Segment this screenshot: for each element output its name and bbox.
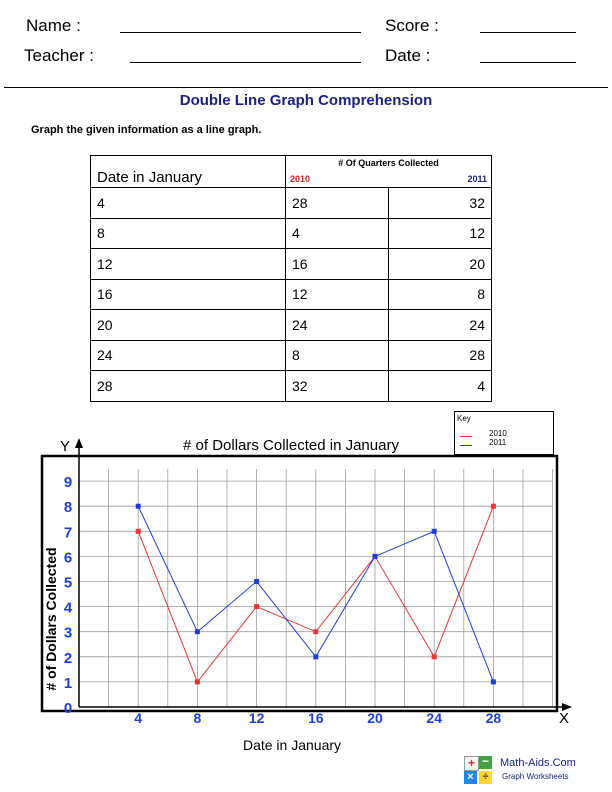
chart-frame — [42, 456, 557, 711]
group-header: # Of Quarters Collected — [338, 157, 439, 168]
y-tick-label: 3 — [63, 624, 73, 642]
data-point-2011 — [491, 679, 496, 684]
chart-title: # of Dollars Collected in January — [183, 437, 399, 454]
date-cell: 8 — [91, 218, 286, 249]
data-point-2011 — [373, 554, 378, 559]
footer-subtitle: Graph Worksheets — [502, 772, 569, 781]
x-tick-label: 28 — [485, 710, 502, 726]
data-point-2011 — [432, 529, 437, 534]
value-2011-cell: 28 — [389, 340, 492, 371]
date-cell: 12 — [91, 249, 286, 280]
table-header-date: Date in January — [91, 156, 286, 188]
data-point-2010 — [254, 604, 259, 609]
worksheet-title: Double Line Graph Comprehension — [179, 92, 433, 109]
y-tick-label: 7 — [63, 524, 73, 542]
y-tick-label: 5 — [63, 574, 73, 592]
x-tick-label: 20 — [367, 710, 383, 726]
x-axis-label: Date in January — [242, 737, 342, 753]
data-point-2010 — [195, 679, 200, 684]
value-2010-cell: 28 — [286, 188, 389, 219]
value-2011-cell: 12 — [389, 218, 492, 249]
x-tick-label: 12 — [248, 710, 265, 726]
x-tick-label: 4 — [134, 710, 143, 726]
chart-labels — [43, 437, 569, 753]
data-point-2010 — [432, 654, 437, 659]
value-2010-cell: 8 — [286, 340, 389, 371]
y-tick-label: 2 — [63, 649, 73, 667]
header-2011: 2011 — [467, 173, 487, 184]
value-2010-cell: 16 — [286, 249, 389, 280]
chart-axes — [75, 438, 572, 711]
data-point-2011 — [195, 629, 200, 634]
y-tick-label: 9 — [63, 474, 73, 492]
value-2011-cell: 32 — [389, 188, 492, 219]
value-2010-cell: 32 — [286, 371, 389, 402]
data-point-2011 — [313, 654, 318, 659]
name-label: Name : — [26, 16, 81, 35]
value-2010-cell: 4 — [286, 218, 389, 249]
x-tick-label: 8 — [193, 710, 202, 726]
key-title: Key — [457, 414, 471, 423]
value-2010-cell: 12 — [286, 279, 389, 310]
value-2011-cell: 8 — [389, 279, 492, 310]
data-point-2010 — [313, 629, 318, 634]
date-cell: 20 — [91, 310, 286, 341]
value-2011-cell: 24 — [389, 310, 492, 341]
header-2010: 2010 — [290, 173, 311, 184]
math-aids-logo: + − × ÷ — [464, 756, 494, 784]
date-cell: 16 — [91, 279, 286, 310]
key-label-2011: 2011 — [489, 438, 507, 447]
y-axis-letter: Y — [60, 438, 71, 455]
y-tick-label: 1 — [63, 674, 73, 692]
value-2010-cell: 24 — [286, 310, 389, 341]
footer-brand: Math-Aids.Com — [500, 757, 576, 769]
y-tick-label: 6 — [63, 549, 73, 567]
instruction-text: Graph the given information as a line graph. — [31, 124, 262, 136]
score-label: Score : — [385, 16, 439, 35]
value-2011-cell: 4 — [389, 371, 492, 402]
teacher-label: Teacher : — [24, 46, 94, 65]
x-tick-label: 16 — [308, 710, 324, 726]
date-cell: 24 — [91, 340, 286, 371]
x-axis-letter: X — [559, 710, 570, 727]
key-label-2010: 2010 — [489, 429, 507, 438]
data-point-2011 — [254, 579, 259, 584]
data-point-2011 — [136, 504, 141, 509]
value-2011-cell: 20 — [389, 249, 492, 280]
data-point-2010 — [491, 504, 496, 509]
y-axis-arrow — [75, 438, 83, 448]
data-point-2010 — [136, 529, 141, 534]
y-tick-label: 8 — [63, 499, 73, 517]
chart-border — [42, 456, 557, 711]
chart-grid — [79, 469, 553, 707]
date-label: Date : — [385, 46, 431, 65]
date-cell: 28 — [91, 371, 286, 402]
y-tick-label: 0 — [63, 700, 73, 717]
date-cell: 4 — [91, 188, 286, 219]
x-tick-label: 24 — [426, 710, 442, 726]
y-tick-label: 4 — [63, 599, 73, 617]
y-axis-label: # of Dollars Collected — [43, 547, 59, 691]
